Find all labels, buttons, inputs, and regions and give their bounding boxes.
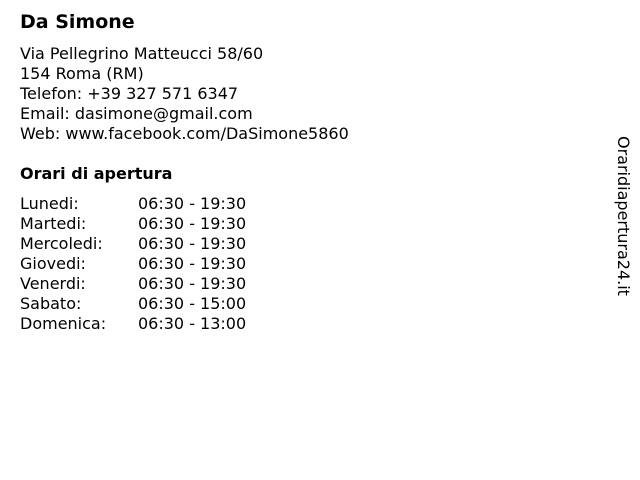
day-label: Venerdi: [20, 274, 86, 293]
hours-row-sunday [20, 314, 280, 334]
day-label: Giovedi: [20, 254, 86, 273]
time-range: 06:30 - 19:30 [138, 194, 247, 213]
time-range: 06:30 - 15:00 [138, 294, 247, 313]
day-label: Lunedi: [20, 194, 79, 213]
email-line: Email: dasimone@gmail.com [20, 104, 253, 123]
site-watermark [614, 136, 640, 308]
phone-line: Telefon: +39 327 571 6347 [20, 84, 239, 103]
time-range: 06:30 - 19:30 [138, 254, 247, 273]
city-address: 154 Roma (RM) [20, 64, 144, 83]
watermark-text: Oraridiapertura24.it [614, 136, 633, 296]
hours-row-saturday [20, 294, 280, 314]
street-address: Via Pellegrino Matteucci 58/60 [20, 44, 264, 63]
hours-table [20, 194, 280, 334]
hours-row-tuesday [20, 214, 280, 234]
hours-row-friday [20, 274, 280, 294]
day-label: Sabato: [20, 294, 82, 313]
hours-row-thursday [20, 254, 280, 274]
day-label: Martedi: [20, 214, 87, 233]
time-range: 06:30 - 19:30 [138, 234, 247, 253]
contact-block [20, 44, 349, 144]
website-line: Web: www.facebook.com/DaSimone5860 [20, 124, 349, 143]
hours-row-wednesday [20, 234, 280, 254]
time-range: 06:30 - 19:30 [138, 214, 247, 233]
hours-row-monday [20, 194, 280, 214]
hours-heading: Orari di apertura [20, 164, 173, 183]
day-label: Mercoledi: [20, 234, 103, 253]
day-label: Domenica: [20, 314, 107, 333]
business-name: Da Simone [20, 11, 135, 33]
time-range: 06:30 - 19:30 [138, 274, 247, 293]
time-range: 06:30 - 13:00 [138, 314, 247, 333]
